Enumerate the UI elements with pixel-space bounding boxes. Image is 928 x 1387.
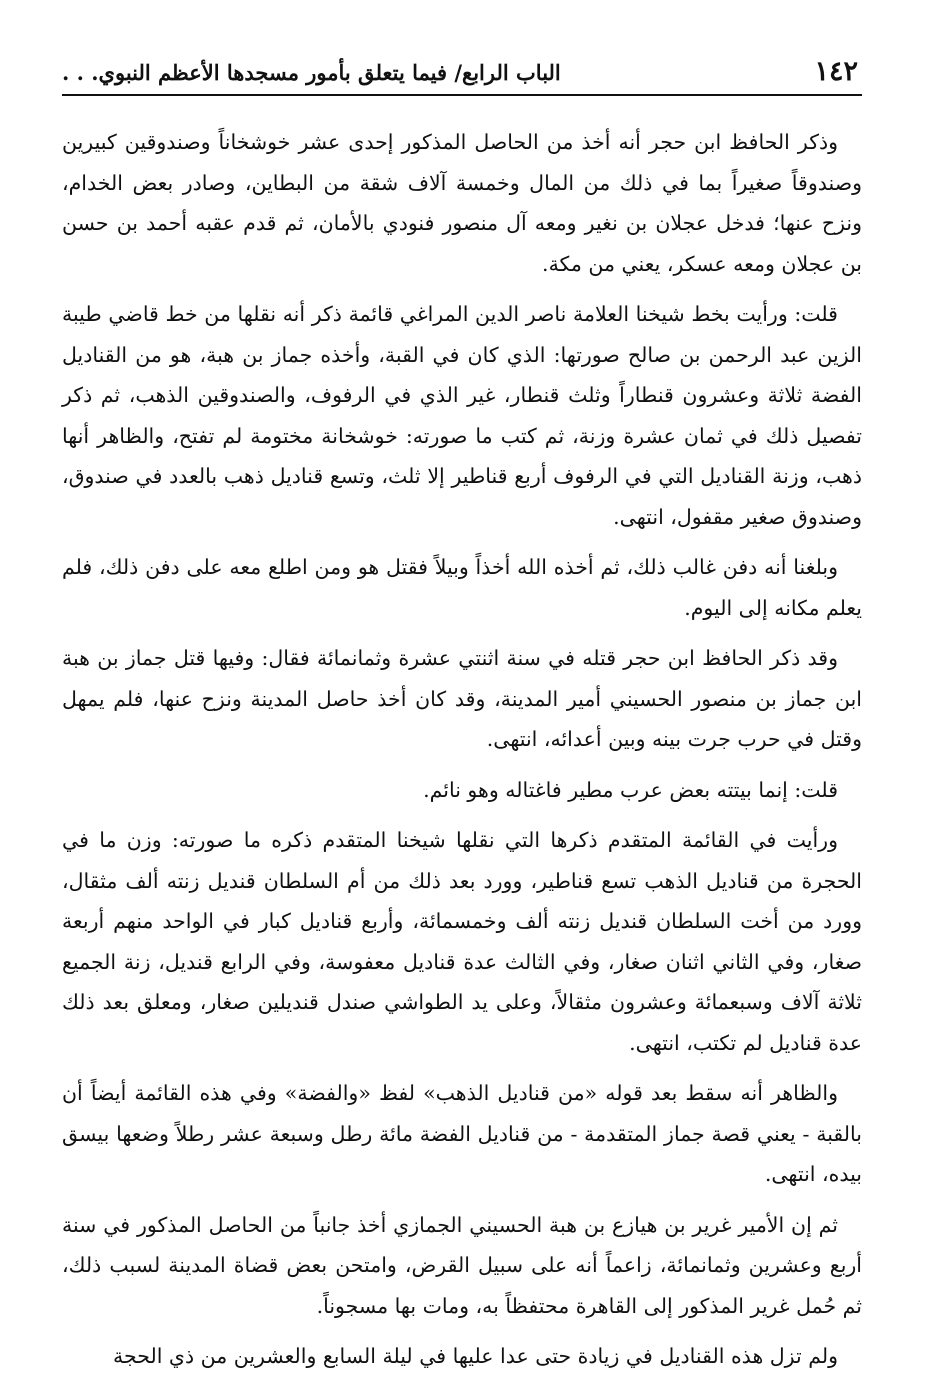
chapter-title: الباب الرابع/ فيما يتعلق بأمور مسجدها الأعظم النبوي. . . (62, 60, 561, 85)
paragraph: قلت: إنما بيتته بعض عرب مطير فاغتاله وهو نائم. (423, 777, 838, 802)
paragraph: ورأيت في القائمة المتقدم ذكرها التي نقلها شيخنا المتقدم ذكره ما صورته: وزن ما في الحجرة من قناديل الذهب تسع قناطير، وورد بعد ذلك من أم السلطان قنديل زنته ألف مثقال، وورد من أخت السلطان قنديل زنته ألف وخمسمائة، وأربع قناديل كبار في الواحد منهم أربعة صغار، وفي الثاني اثنان صغار، وفي الثالث عدة قناديل معفوسة، وفي الرابع قنديل، زنة الجميع ثلاثة آلاف وسبعمائة وعشرون مثقالاً، وعلى يد الطواشي صندل قنديلين صغار، ومعلق بعد ذلك عدة قناديل لم تكتب، انتهى. (62, 828, 862, 1055)
body-text (62, 122, 862, 1387)
paragraph: ثم إن الأمير غرير بن هيازع بن هبة الحسيني الجمازي أخذ جانباً من الحاصل المذكور في سنة أربع وعشرين وثمانمائة، زاعماً أنه على سبيل القرض، وامتحن بعض قضاة المدينة لسبب ذلك، ثم حُمل غرير المذكور إلى القاهرة محتفظاً به، ومات بها مسجوناً. (62, 1212, 862, 1318)
paragraph: قلت: ورأيت بخط شيخنا العلامة ناصر الدين المراغي قائمة ذكر أنه نقلها من خط قاضي طيبة الزين عبد الرحمن بن صالح صورتها: الذي كان في القبة، وأخذه جماز بن هبة، هو من القناديل الفضة ثلاثة وعشرون قنطاراً وثلث قنطار، غير الذي في الرفوف، والصندوقين الذهب، ثم ذكر تفصيل ذلك في ثمان عشرة وزنة، ثم كتب ما صورته: خوشخانة مختومة لم تفتح، والظاهر أنها ذهب، وزنة القناديل التي في الرفوف أربع قناطير إلا ثلث، وتسع قناديل ذهب بالعدد في صندوق، وصندوق صغير مقفول، انتهى. (62, 302, 862, 529)
paragraph: وقد ذكر الحافظ ابن حجر قتله في سنة اثنتي عشرة وثمانمائة فقال: وفيها قتل جماز بن هبة ابن جماز بن منصور الحسيني أمير المدينة، وقد كان أخذ حاصل المدينة ونزح عنها، فلم يمهل وقتل في حرب جرت بينه وبين أعدائه، انتهى. (62, 646, 862, 751)
paragraph: ولم تزل هذه القناديل في زيادة حتى عدا عليها في ليلة السابع والعشرين من ذي الحجة (113, 1344, 838, 1368)
paragraph: والظاهر أنه سقط بعد قوله «من قناديل الذهب» لفظ «والفضة» وفي هذه القائمة أيضاً أن بالقبة - يعني قصة جماز المتقدمة - من قناديل الفضة مائة رطل وسبعة عشر رطلاً وضعها بيسق بيده، انتهى. (62, 1081, 862, 1186)
page-number: ١٤٢ (814, 56, 858, 87)
paragraph: وبلغنا أنه دفن غالب ذلك، ثم أخذه الله أخذاً وبيلاً فقتل هو ومن اطلع معه على دفن ذلك، فلم يعلم مكانه إلى اليوم. (62, 555, 862, 620)
paragraph: وذكر الحافظ ابن حجر أنه أخذ من الحاصل المذكور إحدى عشر خوشخاناً وصندوقين كبيرين وصندوقاً صغيراً بما في ذلك من المال وخمسة آلاف شقة من البطاين، وصادر بعض الخدام، ونزح عنها؛ فدخل عجلان بن نغير ومعه آل منصور فنودي بالأمان، ثم قدم عقبه أحمد بن حسن بن عجلان ومعه عسكر، يعني من مكة. (62, 130, 862, 276)
running-header (62, 54, 862, 96)
